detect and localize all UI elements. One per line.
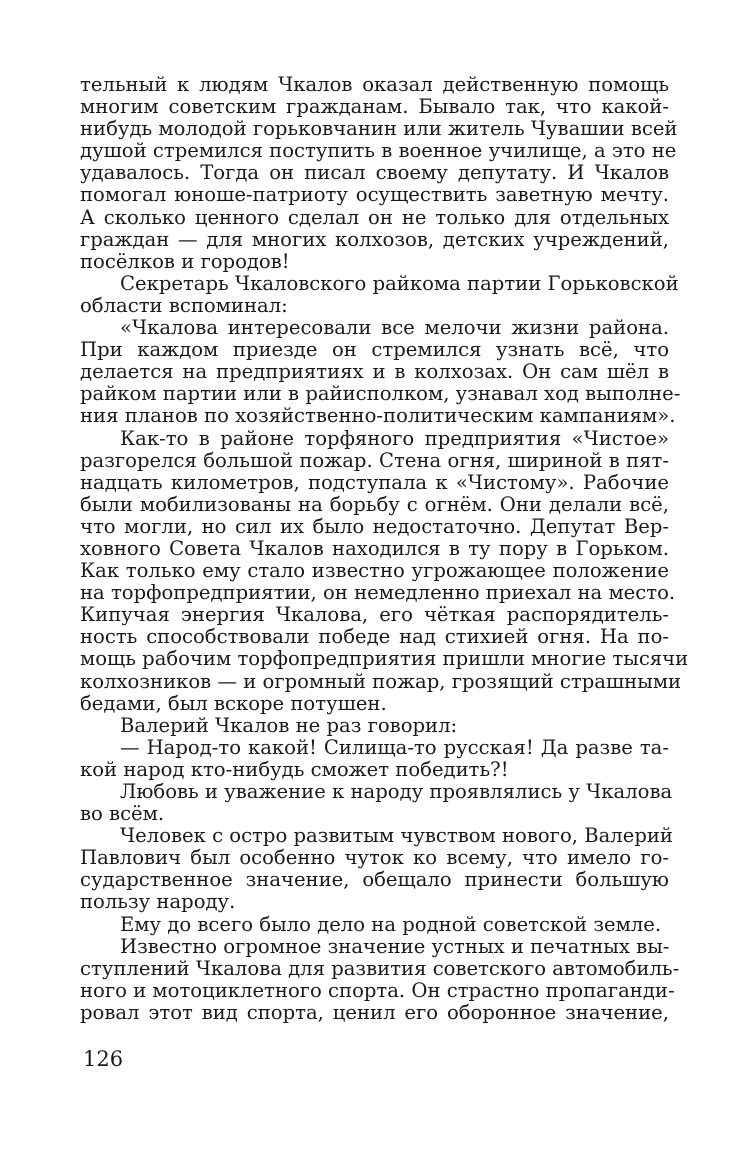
text-line: сударственное значение, обещало принести большую [80, 868, 669, 892]
text-line: посёлков и городов! [80, 249, 290, 273]
text-line: граждан — для многих колхозов, детских учреждений, [80, 227, 669, 251]
text-line: Любовь и уважение к народу проявлялись у Чкалова [120, 780, 673, 803]
text-line: ховного Совета Чкалов находился в ту пору в Горьком. [80, 536, 669, 560]
text-line: делается на предприятиях и в колхозах. Он сам шёл в [80, 360, 669, 384]
text-line: Ему до всего было дело на родной советской земле. [120, 912, 662, 936]
text-line: удавалось. Тогда он писал своему депутату. И Чкалов [80, 161, 669, 185]
text-line: бедами, был вскоре потушен. [80, 691, 387, 715]
text-line: ровал этот вид спорта, ценил его оборонное значение, [80, 1000, 669, 1024]
text-line: — Народ-то какой! Силища-то русская! Да разве та- [120, 735, 669, 759]
text-line: Как только ему стало известно угрожающее положение [80, 559, 669, 583]
text-line: колхозников — и огромный пожар, грозящий страшными [80, 669, 682, 693]
body-text [80, 73, 689, 1024]
text-line: А сколько ценного сделал он не только для отдельных [80, 205, 669, 229]
text-line: райком партии или в райисполком, узнавал ход выполне- [80, 382, 681, 406]
text-line: мощь рабочим торфопредприятия пришли многие тысячи [80, 647, 689, 671]
page-number: 126 [83, 1047, 124, 1071]
text-line: надцать километров, подступала к «Чистому». Рабочие [80, 470, 669, 494]
text-line: области вспоминал: [80, 293, 288, 317]
text-line: Известно огромное значение устных и печатных вы- [120, 934, 670, 958]
text-line: Секретарь Чкаловского райкома партии Горьковской [120, 271, 679, 295]
text-line: Валерий Чкалов не раз говорил: [120, 713, 458, 737]
text-line: ность способствовали победе над стихией огня. На по- [80, 625, 669, 649]
text-line: Как-то в районе торфяного предприятия «Чистое» [120, 426, 669, 450]
text-line: что могли, но сил их было недостаточно. Депутат Вер- [80, 514, 669, 538]
text-line: ступлений Чкалова для развития советского автомобиль- [80, 956, 680, 980]
text-line: Кипучая энергия Чкалова, его чёткая распорядитель- [80, 603, 669, 627]
text-line: «Чкалова интересовали все мелочи жизни района. [120, 316, 669, 340]
text-line: душой стремился поступить в военное училище, а это не [80, 139, 677, 163]
text-line: нибудь молодой горьковчанин или житель Чувашии всей [80, 117, 678, 141]
text-line: многим советским гражданам. Бывало так, что какой- [80, 95, 669, 119]
text-line: во всём. [80, 802, 165, 826]
text-line: ния планов по хозяйственно-политическим кампаниям». [80, 404, 676, 428]
text-line: помогал юноше-патриоту осуществить заветную мечту. [80, 183, 669, 207]
text-line: были мобилизованы на борьбу с огнём. Они делали всё, [80, 492, 669, 516]
text-line: тельный к людям Чкалов оказал действенную помощь [80, 73, 669, 96]
text-line: При каждом приезде он стремился узнать всё, что [80, 338, 669, 362]
text-line: разгорелся большой пожар. Стена огня, шириной в пят- [80, 448, 669, 472]
text-line: Человек с остро развитым чувством нового, Валерий [120, 824, 673, 848]
text-line: на торфопредприятии, он немедленно приехал на место. [80, 581, 676, 605]
text-line: ного и мотоциклетного спорта. Он страстно пропаганди- [80, 978, 675, 1002]
text-line: кой народ кто-нибудь сможет победить?! [80, 757, 509, 781]
text-line: Павлович был особенно чуток ко всему, что имело го- [80, 846, 669, 870]
text-line: пользу народу. [80, 890, 236, 914]
